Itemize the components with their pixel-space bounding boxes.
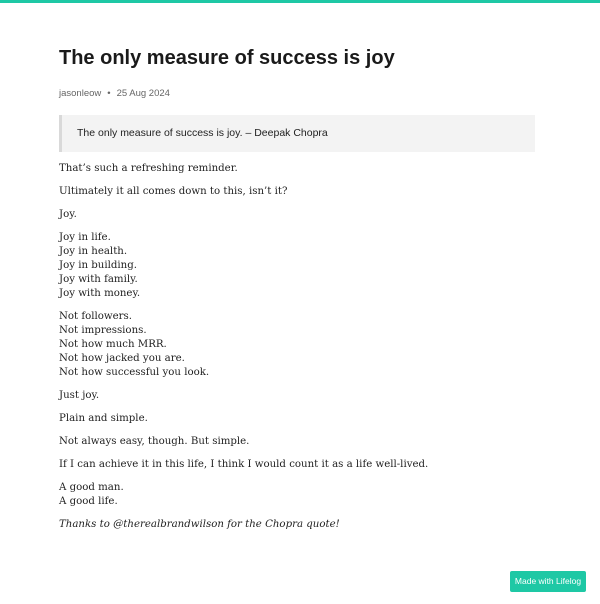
meta-separator: • xyxy=(107,88,111,99)
body-paragraph xyxy=(59,162,535,176)
paragraph-line: Not impressions. xyxy=(59,325,147,336)
post-body xyxy=(59,162,535,541)
paragraph-line: Not followers. xyxy=(59,311,133,322)
post-date: 25 Aug 2024 xyxy=(116,88,170,99)
paragraph-line: Joy. xyxy=(59,209,77,220)
body-paragraph xyxy=(59,231,535,301)
blockquote xyxy=(59,115,535,152)
body-paragraph xyxy=(59,481,535,509)
paragraph-line: Joy in health. xyxy=(59,246,128,257)
paragraph-line: That’s such a refreshing reminder. xyxy=(59,163,238,174)
post-meta xyxy=(59,88,170,100)
body-paragraph xyxy=(59,185,535,199)
body-paragraph xyxy=(59,518,535,532)
body-paragraph xyxy=(59,208,535,222)
quote-text: The only measure of success is joy. – Deepak Chopra xyxy=(77,127,328,139)
post-author[interactable]: jasonleow xyxy=(59,88,102,99)
paragraph-line: Joy with money. xyxy=(59,288,141,299)
top-accent-bar xyxy=(0,0,600,3)
paragraph-line: Just joy. xyxy=(59,390,100,401)
paragraph-line: A good life. xyxy=(59,496,118,507)
body-paragraph xyxy=(59,458,535,472)
body-paragraph xyxy=(59,310,535,380)
paragraph-line: Joy in building. xyxy=(59,260,137,271)
paragraph-line: Not always easy, though. But simple. xyxy=(59,436,250,447)
made-with-lifelog-button[interactable]: Made with Lifelog xyxy=(510,571,586,592)
post-title: The only measure of success is joy xyxy=(59,47,395,69)
paragraph-line: Plain and simple. xyxy=(59,413,148,424)
body-paragraph xyxy=(59,412,535,426)
paragraph-line: Not how successful you look. xyxy=(59,367,210,378)
paragraph-line: Not how much MRR. xyxy=(59,339,167,350)
body-paragraph xyxy=(59,435,535,449)
paragraph-line: Not how jacked you are. xyxy=(59,353,185,364)
body-paragraph xyxy=(59,389,535,403)
paragraph-line: Thanks to @therealbrandwilson for the Chopra quote! xyxy=(59,519,340,530)
paragraph-line: If I can achieve it in this life, I think I would count it as a life well-lived. xyxy=(59,459,429,470)
paragraph-line: A good man. xyxy=(59,482,124,493)
paragraph-line: Joy in life. xyxy=(59,232,111,243)
paragraph-line: Ultimately it all comes down to this, isn’t it? xyxy=(59,186,288,197)
paragraph-line: Joy with family. xyxy=(59,274,138,285)
